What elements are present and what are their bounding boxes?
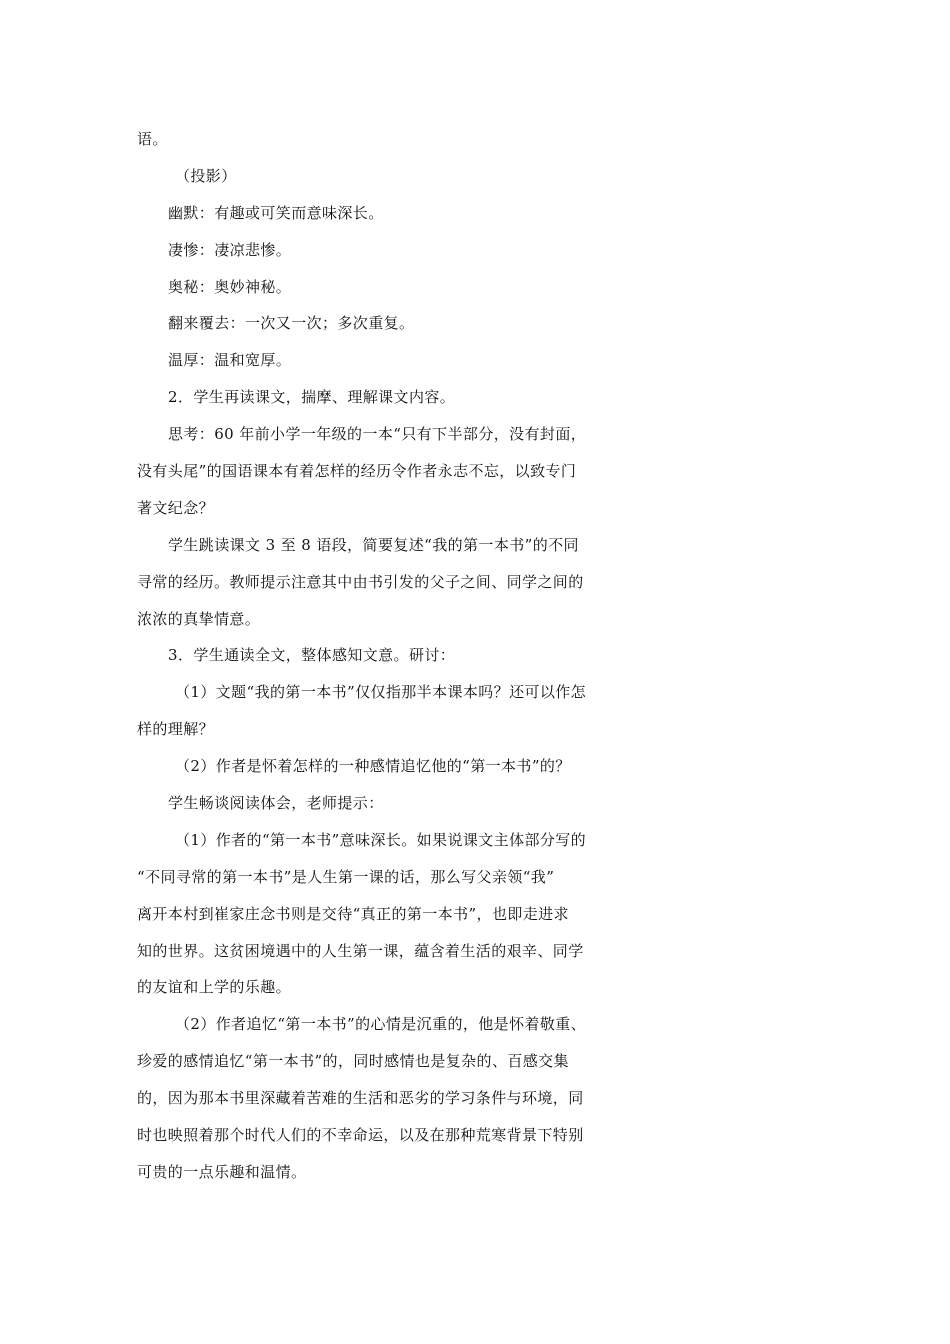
- text-line: 凄惨：凄凉悲惨。: [168, 240, 292, 259]
- text-line: 珍爱的感情追忆“第一本书”的，同时感情也是复杂的、百感交集: [137, 1052, 569, 1071]
- text-line: 的，因为那本书里深藏着苦难的生活和恶劣的学习条件与环境，同: [137, 1089, 584, 1108]
- text-line: 著文纪念？: [137, 498, 215, 517]
- text-line: （投影）: [175, 166, 237, 185]
- text-line: 温厚：温和宽厚。: [168, 351, 292, 370]
- text-line: 思考：60 年前小学一年级的一本“只有下半部分，没有封面，: [168, 425, 587, 444]
- text-line: 的友谊和上学的乐趣。: [137, 978, 292, 997]
- text-line: 可贵的一点乐趣和温情。: [137, 1162, 307, 1181]
- text-line: 幽默：有趣或可笑而意味深长。: [168, 203, 384, 222]
- text-line: 知的世界。这贫困境遇中的人生第一课，蕴含着生活的艰辛、同学: [137, 941, 584, 960]
- body-text: [137, 121, 637, 1191]
- text-line: 浓浓的真挚情意。: [137, 609, 261, 628]
- text-line: 学生跳读课文 3 至 8 语段，简要复述“我的第一本书”的不同: [168, 535, 579, 554]
- text-line: 翻来覆去：一次又一次；多次重复。: [168, 314, 415, 333]
- text-line: （2）作者追忆“第一本书”的心情是沉重的，他是怀着敬重、: [175, 1015, 587, 1034]
- text-line: 离开本村到崔家庄念书则是交待“真正的第一本书”，也即走进求: [137, 904, 569, 923]
- text-line: 没有头尾”的国语课本有着怎样的经历令作者永志不忘，以致专门: [137, 462, 577, 481]
- text-line: 3．学生通读全文，整体感知文意。研讨：: [168, 646, 456, 665]
- text-line: 学生畅谈阅读体会，老师提示：: [168, 794, 384, 813]
- text-line: （1）作者的“第一本书”意味深长。如果说课文主体部分写的: [175, 830, 587, 849]
- text-line: （2）作者是怀着怎样的一种感情追忆他的“第一本书”的？: [175, 757, 571, 776]
- text-line: 寻常的经历。教师提示注意其中由书引发的父子之间、同学之间的: [137, 572, 584, 591]
- text-line: 2．学生再读课文，揣摩、理解课文内容。: [168, 388, 456, 407]
- text-line: （1）文题“我的第一本书”仅仅指那半本课本吗？还可以作怎: [175, 683, 587, 702]
- text-line: “不同寻常的第一本书”是人生第一课的话，那么写父亲领“我”: [137, 867, 555, 886]
- text-line: 奥秘：奥妙神秘。: [168, 277, 292, 296]
- text-line: 语。: [137, 130, 168, 148]
- text-line: 样的理解？: [137, 720, 215, 739]
- text-line: 时也映照着那个时代人们的不幸命运，以及在那种荒寒背景下特别: [137, 1126, 584, 1145]
